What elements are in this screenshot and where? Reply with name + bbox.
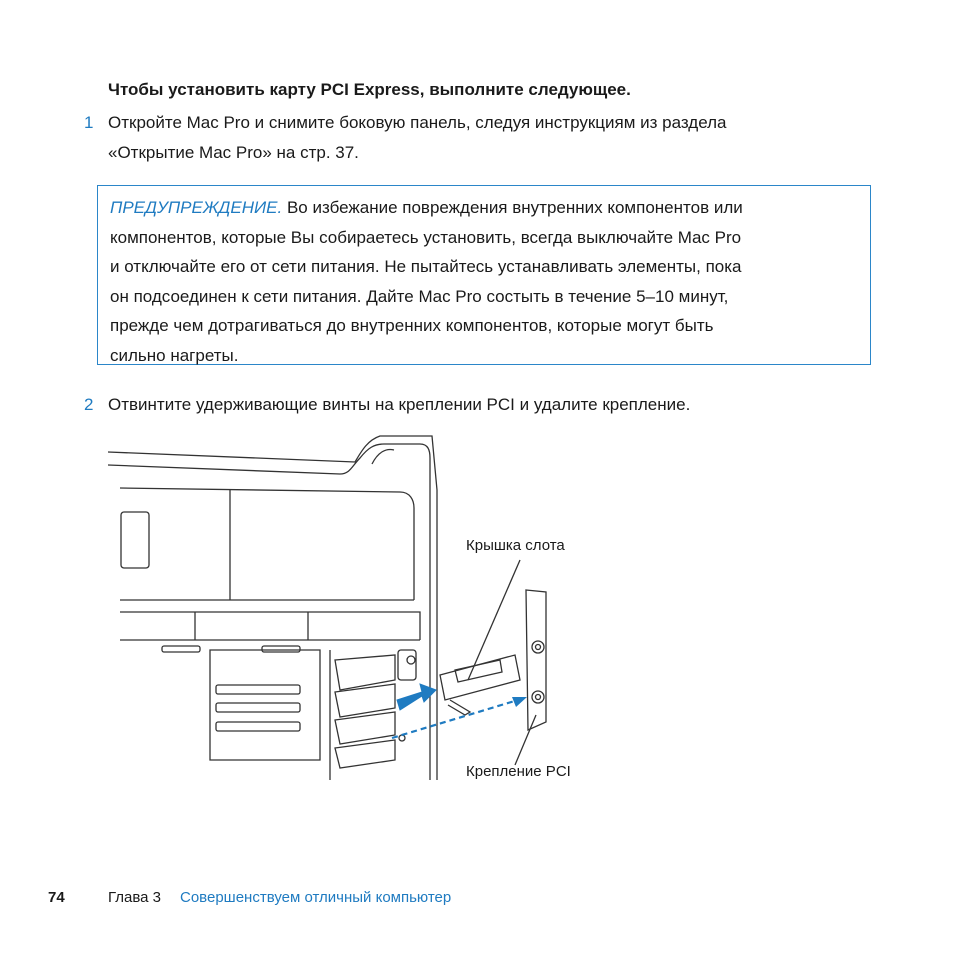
chapter-title: Совершенствуем отличный компьютер [180, 889, 452, 906]
warning-line: он подсоединен к сети питания. Дайте Mac Pro состыть в течение 5–10 минут, [110, 286, 729, 306]
warning-line: и отключайте его от сети питания. Не пытайтесь устанавливать элементы, пока [110, 257, 742, 276]
chapter-label: Глава 3 [108, 889, 162, 906]
warning-line: прежде чем дотрагиваться до внутренних компонентов, которые могут быть [110, 316, 714, 335]
section-heading: Чтобы установить карту PCI Express, выполните следующее. [108, 80, 631, 99]
step-line: Отвинтите удерживающие винты на креплении PCI и удалите крепление. [108, 395, 691, 414]
callout-slot-cover: Крышка слота [466, 537, 565, 554]
warning-title: ПРЕДУПРЕЖДЕНИЕ. [110, 198, 283, 217]
callout-pci-bracket: Крепление PCI [466, 763, 571, 780]
page-number: 74 [48, 889, 65, 906]
warning-line: Во избежание повреждения внутренних компонентов или [282, 198, 743, 217]
warning-line: компонентов, которые Вы собираетесь установить, всегда выключайте Mac Pro [110, 227, 742, 247]
warning-line: сильно нагреты. [110, 345, 239, 365]
step-number: 2 [84, 395, 94, 414]
step-line: «Открытие Mac Pro» на стр. 37. [108, 143, 359, 162]
step-line: Откройте Mac Pro и снимите боковую панель, следуя инструкциям из раздела [108, 113, 727, 132]
step-number: 1 [84, 113, 94, 132]
